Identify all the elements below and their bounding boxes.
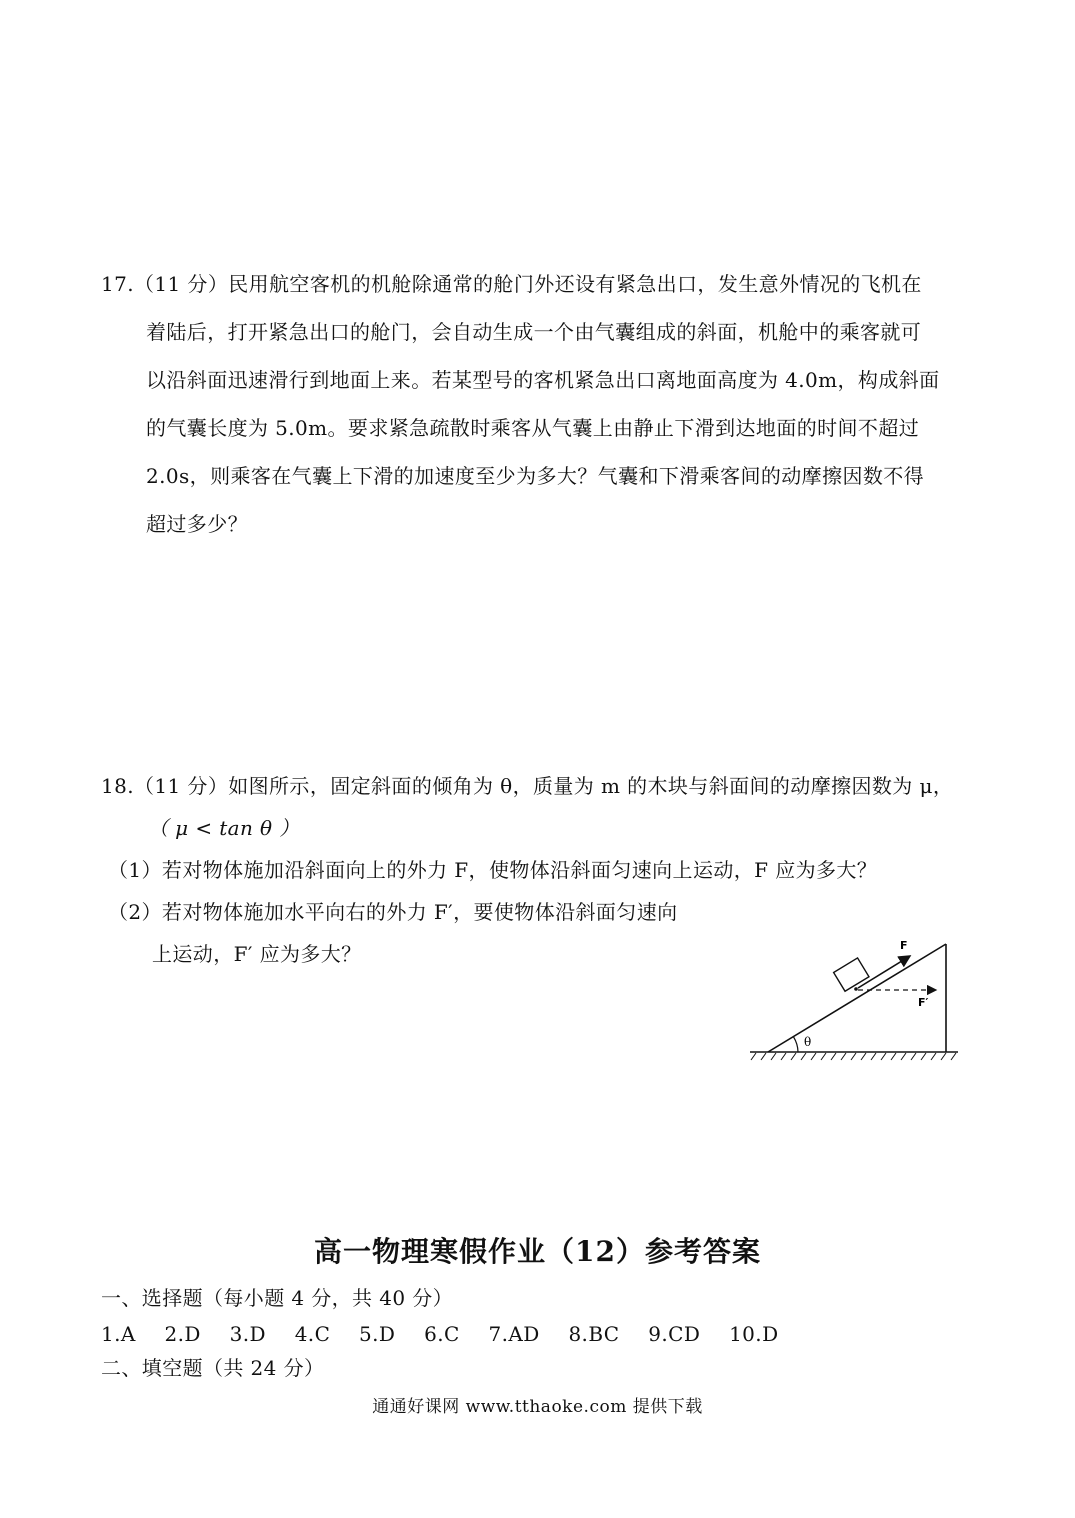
answer-8: 8.BC [568,1322,620,1346]
answer-5: 5.D [359,1322,396,1346]
q17-line-1: 17.（11 分）民用航空客机的机舱除通常的舱门外还设有紧急出口，发生意外情况的飞机在 [101,272,922,296]
theta-label: θ [804,1035,812,1049]
answer-10: 10.D [729,1322,779,1346]
incline-diagram [740,932,970,1072]
footer-text: 通通好课网 www.tthaoke.com 提供下载 [372,1397,703,1417]
q17-line-3: 以沿斜面迅速滑行到地面上来。若某型号的客机紧急出口离地面高度为 4.0m，构成斜面 [146,368,940,392]
block-center-dot [854,987,858,991]
answer-key-title: 高一物理寒假作业（12）参考答案 [314,1235,761,1268]
answer-9: 9.CD [648,1322,701,1346]
ground-hatching [751,1053,956,1060]
q18-condition: （ μ < tan θ ） [148,816,300,840]
answer-1: 1.A [101,1322,136,1346]
q17-line-5: 2.0s，则乘客在气囊上下滑的加速度至少为多大？气囊和下滑乘客间的动摩擦因数不得 [146,464,925,488]
section-2-heading: 二、填空题（共 24 分） [101,1356,325,1380]
answer-4: 4.C [294,1322,331,1346]
answer-2: 2.D [164,1322,201,1346]
q18-part-2b: 上运动，F′ 应为多大？ [152,942,362,966]
answer-6: 6.C [424,1322,460,1346]
q18-part-1: （1）若对物体施加沿斜面向上的外力 F，使物体沿斜面匀速向上运动，F 应为多大？ [108,858,878,882]
answers-row [101,1320,801,1348]
force-F-prime-label: F′ [918,996,929,1009]
q17-line-2: 着陆后，打开紧急出口的舱门，会自动生成一个由气囊组成的斜面，机舱中的乘客就可 [146,320,922,344]
q17-line-6: 超过多少？ [146,512,248,536]
angle-arc [794,1037,798,1052]
answer-3: 3.D [229,1322,266,1346]
section-1-heading: 一、选择题（每小题 4 分，共 40 分） [101,1286,454,1310]
q18-line-1: 18.（11 分）如图所示，固定斜面的倾角为 θ，质量为 m 的木块与斜面间的动摩擦因数为 μ， [101,774,954,798]
q17-line-4: 的气囊长度为 5.0m。要求紧急疏散时乘客从气囊上由静止下滑到达地面的时间不超过 [146,416,920,440]
block [834,958,869,991]
q18-part-2a: （2）若对物体施加水平向右的外力 F′，要使物体沿斜面匀速向 [108,900,678,924]
answer-7: 7.AD [488,1322,540,1346]
force-F-label: F [900,939,908,952]
